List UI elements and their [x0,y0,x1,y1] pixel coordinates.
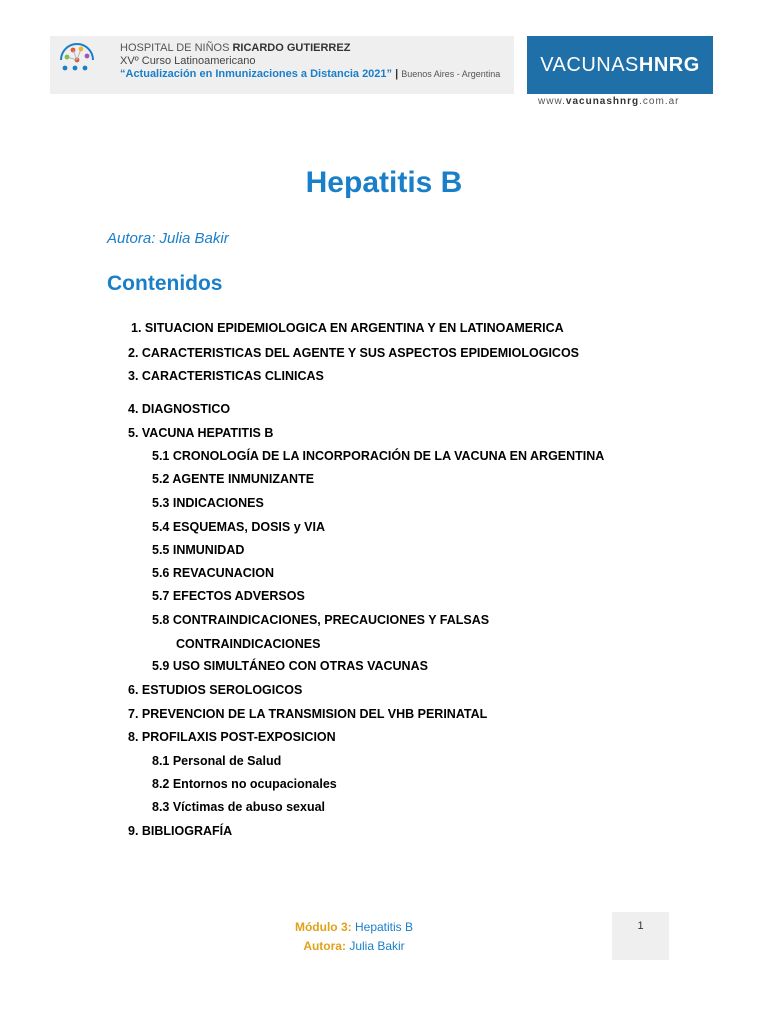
course-line: XVº Curso Latinoamericano [120,55,256,67]
footer-author-label: Autora: [303,939,346,953]
page-number-box [612,912,669,960]
url-prefix: www. [538,96,566,107]
toc-subitem: 5.6 REVACUNACION [152,566,275,580]
contents-heading: Contenidos [107,272,223,295]
brand-box [527,36,713,94]
toc-subitem: 5.7 EFECTOS ADVERSOS [152,589,305,603]
author-line: Autora: Julia Bakir [107,230,229,247]
toc-item: 7. PREVENCION DE LA TRANSMISION DEL VHB PERINATAL [128,707,488,721]
toc-subitem-continuation: CONTRAINDICACIONES [176,637,321,651]
toc-item: 8. PROFILAXIS POST-EXPOSICION [128,730,336,744]
hospital-line [120,42,500,55]
toc-subitem: 5.8 CONTRAINDICACIONES, PRECAUCIONES Y FALSAS [152,613,490,627]
hospital-logo [55,38,99,88]
site-url[interactable] [538,96,680,107]
footer-author [220,937,488,956]
url-domain: vacunashnrg [565,96,640,107]
toc-subitem: 8.2 Entornos no ocupacionales [152,777,337,791]
toc-item: 4. DIAGNOSTICO [128,402,231,416]
brand-part-a: VACUNAS [540,54,639,76]
footer-author-value: Julia Bakir [345,939,405,953]
toc-subitem: 8.1 Personal de Salud [152,754,282,768]
toc-subitem: 5.5 INMUNIDAD [152,543,245,557]
hospital-prefix: HOSPITAL DE NIÑOS [120,42,233,54]
toc-subitem: 5.4 ESQUEMAS, DOSIS y VIA [152,520,325,534]
brand-logo-text [527,36,713,94]
toc-item: 6. ESTUDIOS SEROLOGICOS [128,683,303,697]
toc-item: 2. CARACTERISTICAS DEL AGENTE Y SUS ASPECTOS EPIDEMIOLOGICOS [128,346,580,360]
footer [220,918,488,956]
brand-part-b: HNRG [638,54,700,76]
event-title: “Actualización en Inmunizaciones a Distancia 2021” [120,68,393,80]
toc-item: 1. SITUACION EPIDEMIOLOGICA EN ARGENTINA Y EN LATINOAMERICA [131,321,564,335]
event-separator: | [395,68,399,80]
header-text [120,42,500,81]
toc-item: 3. CARACTERISTICAS CLINICAS [128,369,324,383]
hospital-name: RICARDO GUTIERREZ [232,42,351,54]
toc-subitem: 5.1 CRONOLOGÍA DE LA INCORPORACIÓN DE LA VACUNA EN ARGENTINA [152,449,605,463]
event-location: Buenos Aires - Argentina [401,69,501,79]
footer-module [220,918,488,937]
toc-subitem: 5.2 AGENTE INMUNIZANTE [152,472,315,486]
toc-subitem: 8.3 Víctimas de abuso sexual [152,800,325,814]
footer-module-value: Hepatitis B [351,920,413,934]
page-title: Hepatitis B [305,166,463,199]
event-line [120,68,500,81]
footer-module-label: Módulo 3: [294,920,352,934]
page-number: 1 [637,920,644,932]
url-suffix: .com.ar [639,96,680,107]
toc-subitem: 5.9 USO SIMULTÁNEO CON OTRAS VACUNAS [152,659,428,673]
toc-subitem: 5.3 INDICACIONES [152,496,264,510]
toc-item: 9. BIBLIOGRAFÍA [128,824,233,838]
toc-item: 5. VACUNA HEPATITIS B [128,426,274,440]
